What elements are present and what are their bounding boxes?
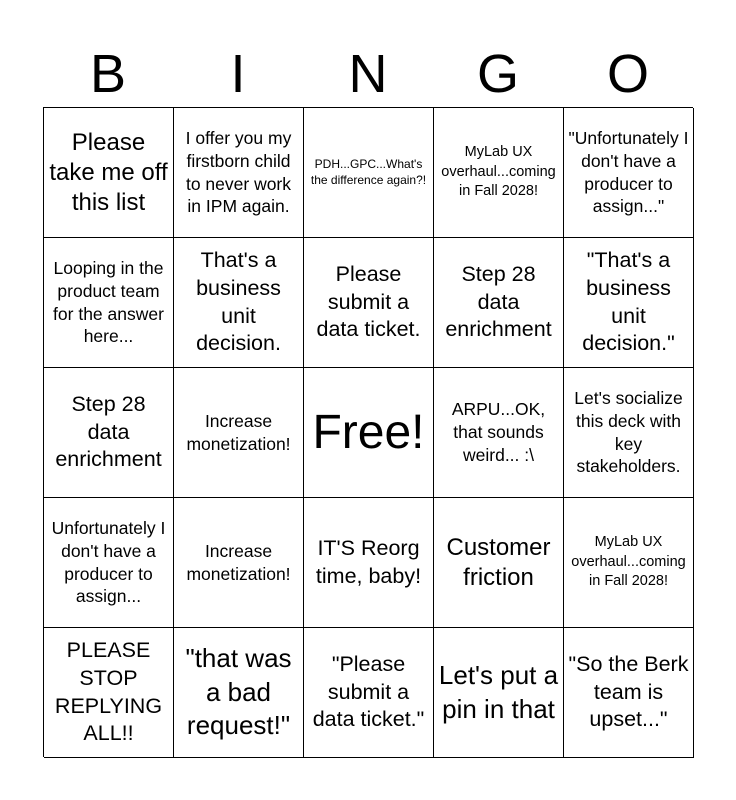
cell-text: PDH...GPC...What's the difference again?! bbox=[310, 156, 427, 187]
header-letter-n: N bbox=[348, 44, 388, 104]
bingo-cell[interactable] bbox=[174, 628, 304, 758]
bingo-cell[interactable] bbox=[44, 108, 174, 238]
cell-text: Step 28 data enrichment bbox=[55, 391, 162, 472]
header-letter-g: G bbox=[476, 44, 519, 104]
header-letter-o: O bbox=[606, 44, 649, 104]
bingo-cell[interactable] bbox=[564, 368, 694, 498]
bingo-cell[interactable] bbox=[564, 108, 694, 238]
cell-text: "So the Berk team is upset..." bbox=[568, 651, 689, 732]
cell-text: Unfortunately I don't have a producer to assign... bbox=[51, 518, 166, 607]
bingo-board bbox=[43, 107, 693, 757]
cell-text: Step 28 data enrichment bbox=[445, 261, 552, 342]
cell-text: That's a business unit decision. bbox=[196, 247, 281, 356]
bingo-cell[interactable] bbox=[434, 628, 564, 758]
bingo-cell[interactable] bbox=[564, 238, 694, 368]
bingo-header bbox=[43, 40, 693, 108]
cell-text: Increase monetization! bbox=[186, 540, 291, 584]
bingo-cell[interactable] bbox=[304, 108, 434, 238]
bingo-cell[interactable] bbox=[44, 628, 174, 758]
bingo-cell[interactable] bbox=[564, 498, 694, 628]
bingo-cell[interactable] bbox=[174, 238, 304, 368]
cell-text: "Please submit a data ticket." bbox=[312, 651, 425, 732]
bingo-cell[interactable] bbox=[434, 108, 564, 238]
cell-text: IT'S Reorg time, baby! bbox=[315, 535, 422, 588]
bingo-cell[interactable] bbox=[434, 238, 564, 368]
bingo-cell[interactable] bbox=[44, 238, 174, 368]
bingo-cell[interactable] bbox=[564, 628, 694, 758]
cell-text: "that was a bad request!" bbox=[185, 642, 292, 741]
cell-text: ARPU...OK, that sounds weird... :\ bbox=[451, 399, 546, 465]
bingo-cell[interactable] bbox=[44, 498, 174, 628]
cell-text: "Unfortunately I don't have a producer to assign..." bbox=[568, 128, 689, 217]
cell-text: "That's a business unit decision." bbox=[582, 247, 675, 356]
header-letter-i: I bbox=[230, 44, 246, 104]
free-space-text: Free! bbox=[312, 405, 425, 459]
cell-text: Please submit a data ticket. bbox=[316, 261, 421, 342]
header-letter-b: B bbox=[89, 44, 127, 104]
cell-text: MyLab UX overhaul...coming in Fall 2028! bbox=[441, 144, 556, 200]
cell-text: MyLab UX overhaul...coming in Fall 2028! bbox=[571, 534, 686, 590]
cell-text: Looping in the product team for the answer here... bbox=[53, 258, 164, 347]
free-space[interactable] bbox=[304, 368, 434, 498]
bingo-cell[interactable] bbox=[304, 628, 434, 758]
cell-text: PLEASE STOP REPLYING ALL!! bbox=[54, 637, 163, 746]
cell-text: Let's socialize this deck with key stakeholders. bbox=[574, 388, 683, 477]
bingo-cell[interactable] bbox=[174, 108, 304, 238]
bingo-cell[interactable] bbox=[174, 368, 304, 498]
cell-text: Please take me off this list bbox=[49, 128, 168, 216]
bingo-cell[interactable] bbox=[434, 498, 564, 628]
cell-text: Customer friction bbox=[446, 533, 551, 591]
bingo-cell[interactable] bbox=[44, 368, 174, 498]
cell-text: Let's put a pin in that bbox=[438, 659, 559, 724]
bingo-cell[interactable] bbox=[304, 238, 434, 368]
bingo-cell[interactable] bbox=[174, 498, 304, 628]
cell-text: I offer you my firstborn child to never work in IPM again. bbox=[185, 128, 292, 217]
bingo-cell[interactable] bbox=[304, 498, 434, 628]
cell-text: Increase monetization! bbox=[186, 410, 291, 454]
bingo-cell[interactable] bbox=[434, 368, 564, 498]
